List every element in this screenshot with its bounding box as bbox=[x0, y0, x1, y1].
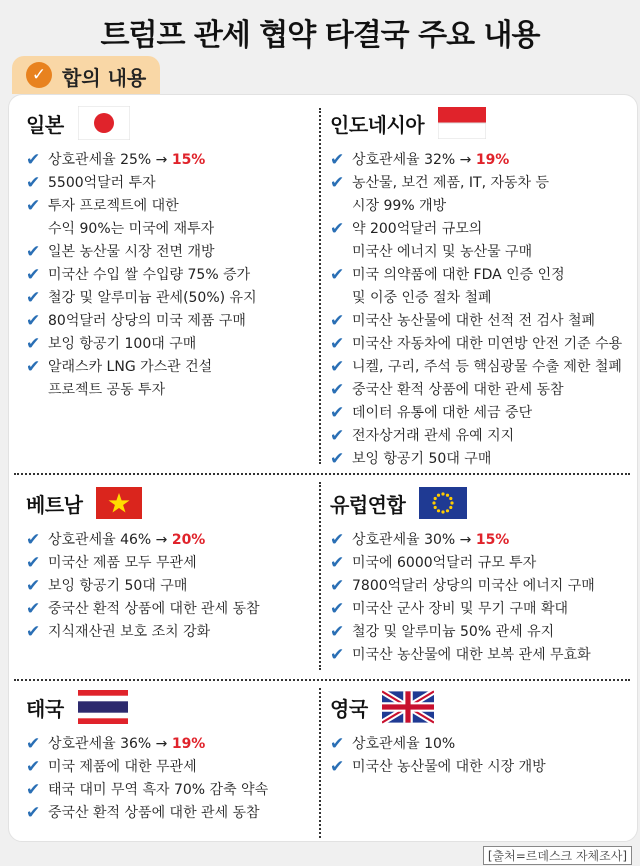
new-rate-highlight: 15% bbox=[171, 152, 206, 168]
list-item bbox=[330, 622, 595, 642]
item-text: 미국 의약품에 대한 FDA 인증 인정 bbox=[352, 267, 565, 283]
item-text: 지식재산권 보호 조치 강화 bbox=[48, 624, 211, 640]
list-item bbox=[330, 196, 622, 216]
new-rate-highlight: 19% bbox=[171, 736, 206, 752]
check-icon: ✔ bbox=[26, 757, 41, 777]
check-icon: ✔ bbox=[26, 150, 41, 170]
item-text: 농산물, 보건 제품, IT, 자동차 등 bbox=[352, 175, 550, 191]
country-section-indonesia bbox=[330, 106, 622, 472]
check-icon: ✔ bbox=[26, 530, 41, 550]
list-item bbox=[26, 288, 257, 308]
list-item bbox=[330, 242, 622, 262]
list-item bbox=[330, 150, 622, 170]
check-icon: ✔ bbox=[26, 734, 41, 754]
indonesia-flag-icon bbox=[438, 107, 486, 139]
item-text: 철강 및 알루미늄 관세(50%) 유지 bbox=[48, 290, 257, 306]
country-name: 일본 bbox=[26, 112, 64, 137]
check-circle-icon: ✓ bbox=[26, 62, 52, 88]
agreement-section-tab bbox=[12, 56, 160, 94]
list-item bbox=[26, 780, 268, 800]
list-item bbox=[26, 734, 268, 754]
item-text: 미국산 농산물에 대한 시장 개방 bbox=[352, 759, 546, 775]
list-item bbox=[26, 196, 257, 216]
item-text: 태국 대미 무역 흑자 70% 감축 약속 bbox=[48, 782, 269, 798]
column-divider bbox=[319, 108, 321, 464]
item-text: 5500억달러 투자 bbox=[48, 175, 156, 191]
check-icon: ✔ bbox=[26, 622, 41, 642]
country-name: 태국 bbox=[26, 696, 64, 721]
list-item bbox=[26, 265, 257, 285]
check-icon: ✔ bbox=[330, 334, 345, 354]
item-text: 80억달러 상당의 미국 제품 구매 bbox=[48, 313, 246, 329]
list-item bbox=[330, 288, 622, 308]
list-item bbox=[330, 599, 595, 619]
item-text: 7800억달러 상당의 미국산 에너지 구매 bbox=[352, 578, 595, 594]
list-item bbox=[330, 553, 595, 573]
check-icon: ✔ bbox=[330, 265, 345, 285]
check-icon: ✔ bbox=[330, 622, 345, 642]
item-text: 니켈, 구리, 주석 등 핵심광물 수출 제한 철폐 bbox=[352, 359, 622, 375]
list-item bbox=[26, 334, 257, 354]
item-text: 미국산 군사 장비 및 무기 구매 확대 bbox=[352, 601, 569, 617]
item-list bbox=[330, 734, 546, 777]
item-list bbox=[26, 734, 268, 823]
item-text: 일본 농산물 시장 전면 개방 bbox=[48, 244, 215, 260]
check-icon: ✔ bbox=[26, 242, 41, 262]
list-item bbox=[330, 734, 546, 754]
list-item bbox=[26, 530, 260, 550]
list-item bbox=[26, 242, 257, 262]
item-list bbox=[26, 530, 260, 642]
item-text: 상호관세율 30% → bbox=[352, 532, 476, 548]
item-text: 보잉 항공기 100대 구매 bbox=[48, 336, 197, 352]
check-icon: ✔ bbox=[26, 196, 41, 216]
list-item bbox=[330, 265, 622, 285]
vietnam-flag-icon bbox=[96, 487, 142, 519]
item-text: 프로젝트 공동 투자 bbox=[48, 382, 166, 398]
check-icon: ✔ bbox=[26, 803, 41, 823]
item-list bbox=[330, 150, 622, 469]
item-text: 미국 제품에 대한 무관세 bbox=[48, 759, 197, 775]
check-icon: ✔ bbox=[330, 426, 345, 446]
list-item bbox=[26, 599, 260, 619]
list-item bbox=[26, 757, 268, 777]
item-text: 중국산 환적 상품에 대한 관세 동참 bbox=[352, 382, 564, 398]
item-text: 중국산 환적 상품에 대한 관세 동참 bbox=[48, 805, 260, 821]
page-title: 트럼프 관세 협약 타결국 주요 내용 bbox=[100, 18, 540, 53]
check-icon: ✔ bbox=[330, 599, 345, 619]
check-icon: ✔ bbox=[330, 380, 345, 400]
new-rate-highlight: 20% bbox=[171, 532, 206, 548]
column-divider bbox=[319, 482, 321, 670]
check-icon: ✔ bbox=[26, 311, 41, 331]
source-credit: [출처=르데스크 자체조사] bbox=[483, 846, 632, 865]
list-item bbox=[330, 357, 622, 377]
check-icon: ✔ bbox=[330, 150, 345, 170]
japan-flag-icon bbox=[78, 106, 130, 140]
check-icon: ✔ bbox=[330, 645, 345, 665]
item-text: 미국산 수입 쌀 수입량 75% 증가 bbox=[48, 267, 251, 283]
item-text: 철강 및 알루미늄 50% 관세 유지 bbox=[352, 624, 555, 640]
list-item bbox=[26, 173, 257, 193]
row-divider bbox=[14, 473, 630, 475]
country-section-thailand bbox=[26, 690, 268, 826]
country-name: 베트남 bbox=[26, 492, 83, 517]
item-text: 상호관세율 25% → bbox=[48, 152, 172, 168]
country-section-vietnam bbox=[26, 486, 260, 645]
list-item bbox=[26, 553, 260, 573]
check-icon: ✔ bbox=[330, 219, 345, 239]
list-item bbox=[330, 219, 622, 239]
item-text: 데이터 유통에 대한 세금 중단 bbox=[352, 405, 533, 421]
item-text: 미국산 에너지 및 농산물 구매 bbox=[352, 244, 533, 260]
eu-flag-icon bbox=[419, 487, 467, 519]
list-item bbox=[26, 219, 257, 239]
list-item bbox=[330, 403, 622, 423]
item-text: 미국산 자동차에 대한 미연방 안전 기준 수용 bbox=[352, 336, 623, 352]
list-item bbox=[26, 357, 257, 377]
item-text: 상호관세율 32% → bbox=[352, 152, 476, 168]
list-item bbox=[26, 311, 257, 331]
country-section-eu bbox=[330, 486, 595, 668]
list-item bbox=[330, 334, 622, 354]
check-icon: ✔ bbox=[26, 780, 41, 800]
list-item bbox=[26, 803, 268, 823]
new-rate-highlight: 15% bbox=[475, 532, 510, 548]
check-icon: ✔ bbox=[330, 757, 345, 777]
list-item bbox=[330, 426, 622, 446]
item-text: 시장 99% 개방 bbox=[352, 198, 447, 214]
check-icon: ✔ bbox=[330, 357, 345, 377]
item-text: 보잉 항공기 50대 구매 bbox=[48, 578, 188, 594]
new-rate-highlight: 19% bbox=[475, 152, 510, 168]
list-item bbox=[330, 645, 595, 665]
check-icon: ✔ bbox=[330, 173, 345, 193]
country-section-uk bbox=[330, 690, 546, 780]
item-text: 미국에 6000억달러 규모 투자 bbox=[352, 555, 537, 571]
item-list bbox=[26, 150, 257, 400]
item-list bbox=[330, 530, 595, 665]
item-text: 미국산 농산물에 대한 선적 전 검사 철폐 bbox=[352, 313, 596, 329]
list-item bbox=[26, 380, 257, 400]
item-text: 알래스카 LNG 가스관 건설 bbox=[48, 359, 213, 375]
item-text: 미국산 농산물에 대한 보복 관세 무효화 bbox=[352, 647, 591, 663]
list-item bbox=[330, 576, 595, 596]
list-item bbox=[330, 380, 622, 400]
list-item bbox=[330, 173, 622, 193]
list-item bbox=[330, 530, 595, 550]
list-item bbox=[330, 311, 622, 331]
check-icon: ✔ bbox=[26, 173, 41, 193]
item-text: 상호관세율 10% bbox=[352, 736, 456, 752]
check-icon: ✔ bbox=[26, 265, 41, 285]
check-icon: ✔ bbox=[26, 288, 41, 308]
check-icon: ✔ bbox=[26, 357, 41, 377]
item-text: 보잉 항공기 50대 구매 bbox=[352, 451, 492, 467]
uk-flag-icon bbox=[382, 690, 434, 724]
check-icon: ✔ bbox=[330, 403, 345, 423]
check-icon: ✔ bbox=[26, 334, 41, 354]
item-text: 약 200억달러 규모의 bbox=[352, 221, 483, 237]
list-item bbox=[330, 757, 546, 777]
check-icon: ✔ bbox=[330, 734, 345, 754]
item-text: 수익 90%는 미국에 재투자 bbox=[48, 221, 215, 237]
item-text: 전자상거래 관세 유예 지지 bbox=[352, 428, 515, 444]
check-icon: ✔ bbox=[26, 553, 41, 573]
section-tab-label: 합의 내용 bbox=[62, 66, 147, 90]
check-icon: ✔ bbox=[330, 311, 345, 331]
thailand-flag-icon bbox=[78, 690, 128, 724]
item-text: 및 이중 인증 절차 철폐 bbox=[352, 290, 492, 306]
item-text: 중국산 환적 상품에 대한 관세 동참 bbox=[48, 601, 260, 617]
list-item bbox=[26, 576, 260, 596]
check-icon: ✔ bbox=[330, 449, 345, 469]
country-name: 영국 bbox=[330, 696, 368, 721]
check-icon: ✔ bbox=[26, 576, 41, 596]
check-icon: ✔ bbox=[330, 576, 345, 596]
country-name: 인도네시아 bbox=[330, 112, 425, 137]
list-item bbox=[26, 150, 257, 170]
list-item bbox=[26, 622, 260, 642]
row-divider bbox=[14, 679, 630, 681]
list-item bbox=[330, 449, 622, 469]
column-divider bbox=[319, 688, 321, 838]
check-icon: ✔ bbox=[330, 530, 345, 550]
check-icon: ✔ bbox=[330, 553, 345, 573]
item-text: 상호관세율 46% → bbox=[48, 532, 172, 548]
country-section-japan bbox=[26, 106, 257, 403]
item-text: 미국산 제품 모두 무관세 bbox=[48, 555, 197, 571]
check-icon: ✔ bbox=[26, 599, 41, 619]
item-text: 투자 프로젝트에 대한 bbox=[48, 198, 179, 214]
item-text: 상호관세율 36% → bbox=[48, 736, 172, 752]
country-name: 유럽연합 bbox=[330, 492, 406, 517]
